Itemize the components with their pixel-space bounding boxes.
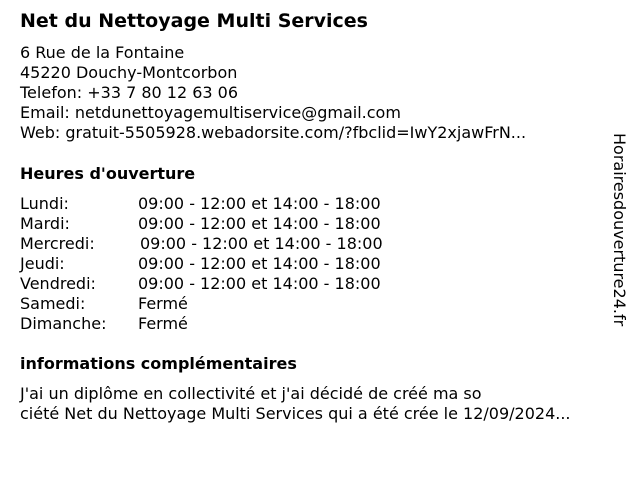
- day-label: Lundi:: [20, 194, 69, 213]
- info-line: J'ai un diplôme en collectivité et j'ai décidé de créé ma so: [20, 384, 482, 403]
- time-value: Fermé: [138, 294, 188, 313]
- time-value: Fermé: [138, 314, 188, 333]
- day-label: Samedi:: [20, 294, 86, 313]
- business-name: Net du Nettoyage Multi Services: [20, 10, 368, 32]
- day-label: Mardi:: [20, 214, 70, 233]
- day-label: Mercredi:: [20, 234, 95, 253]
- time-value: 09:00 - 12:00 et 14:00 - 18:00: [138, 274, 381, 293]
- website-link[interactable]: Web: gratuit-5505928.webadorsite.com/?fbclid=IwY2xjawFrN...: [20, 123, 527, 142]
- info-heading: informations complémentaires: [20, 354, 297, 373]
- contact-block: [20, 43, 526, 143]
- day-label: Dimanche:: [20, 314, 107, 333]
- hours-heading: Heures d'ouverture: [20, 164, 196, 183]
- info-line: ciété Net du Nettoyage Multi Services qui a été crée le 12/09/2024...: [20, 404, 571, 423]
- time-value: 09:00 - 12:00 et 14:00 - 18:00: [138, 214, 381, 233]
- info-text: [20, 384, 620, 424]
- time-value: 09:00 - 12:00 et 14:00 - 18:00: [140, 234, 383, 253]
- time-value: 09:00 - 12:00 et 14:00 - 18:00: [138, 254, 381, 273]
- email-address[interactable]: Email: netdunettoyagemultiservice@gmail.com: [20, 103, 401, 122]
- day-label: Vendredi:: [20, 274, 96, 293]
- phone-number[interactable]: Telefon: +33 7 80 12 63 06: [20, 83, 239, 102]
- address-street: 6 Rue de la Fontaine: [20, 43, 185, 62]
- address-city: 45220 Douchy-Montcorbon: [20, 63, 238, 82]
- day-label: Jeudi:: [20, 254, 65, 273]
- time-value: 09:00 - 12:00 et 14:00 - 18:00: [138, 194, 381, 213]
- site-watermark: Horairesdouverture24.fr: [610, 133, 629, 327]
